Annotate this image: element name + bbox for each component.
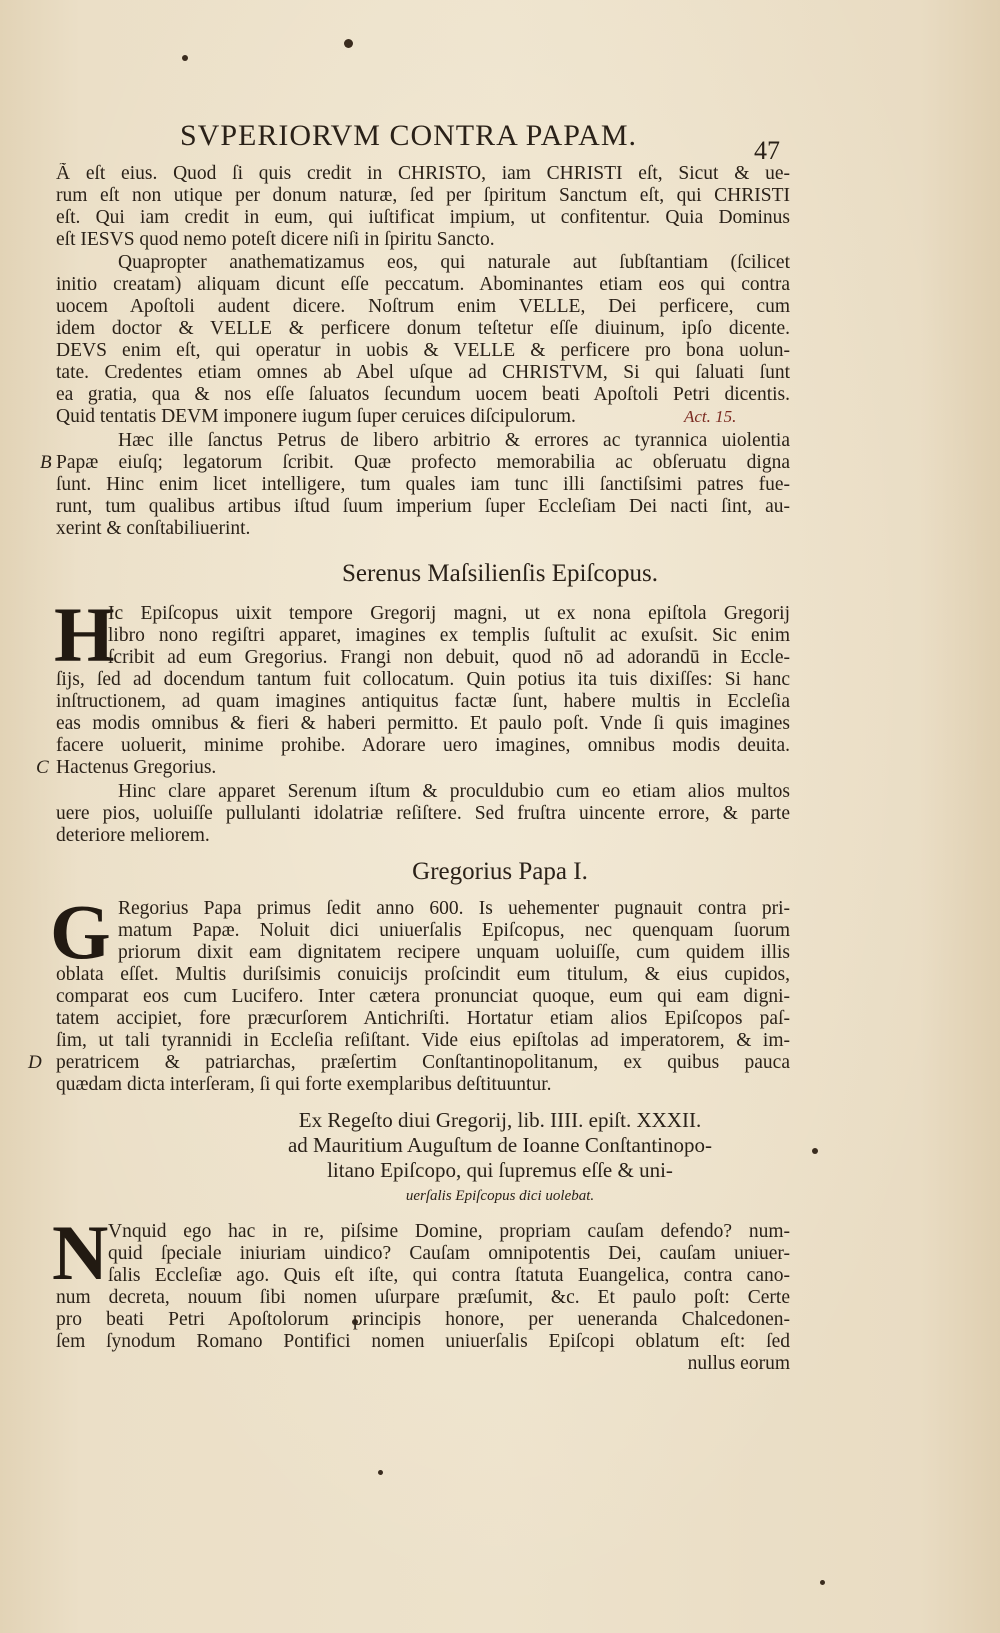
margin-letter-c: C [36, 757, 49, 778]
text-line: Ic Epiſcopus uixit tempore Gregorij magni, ut ex nona epiſtola Gregorij [108, 603, 790, 624]
text-line: ſim, ut tali tyrannidi in Eccleſia reſiſtant. Vide eius epiſtolas ad imperatorem, & im- [56, 1030, 790, 1051]
text-line: pro beati Petri Apoſtolorum principis honore, per ueneranda Chalcedonen- [56, 1309, 790, 1330]
text-line: ſalis Eccleſiæ ago. Quis eſt iſte, qui contra ſtatuta Euangelica, contra cano- [108, 1265, 790, 1286]
text-line: inſtructionem, ad quam imagines antiquitus factæ ſunt, habere multis in Eccleſia [56, 691, 790, 712]
text-line: Hinc clare apparet Serenum iſtum & proculdubio cum eo etiam alios multos [118, 781, 790, 802]
text-line: ſijs, ſed ad docendum tantum fuit collocatum. Quin potius ita tuis dixiſſes: Si hanc [56, 669, 790, 690]
text-line: xerint & conſtabiliuerint. [56, 518, 251, 539]
text-line: Hactenus Gregorius. [56, 757, 217, 778]
letter-heading: ad Mauritium Auguſtum de Ioanne Conſtantinopo- [287, 1133, 713, 1157]
text-line: tatem accipiet, fore præcurſorem Antichriſti. Hortatur etiam alios Epiſcopos paſ- [56, 1008, 790, 1029]
text-line: num decreta, nouum ſibi nomen uſurpare præſumit, &c. Et paulo poſt: Certe [56, 1287, 790, 1308]
page-number: 47 [754, 136, 780, 165]
drop-cap: G [50, 888, 111, 975]
margin-letter-b: B [40, 452, 52, 473]
text-line: libro nono regiſtri apparet, imagines ex templis ſuſtulit ac exuſsit. Sic enim [108, 625, 790, 646]
text-line: ſem ſynodum Romano Pontifici nomen uniuerſalis Epiſcopi oblatum eſt: ſed [56, 1331, 790, 1352]
text-line: Ã eſt eius. Quod ſi quis credit in CHRISTO, iam CHRISTI eſt, Sicut & ue- [56, 163, 790, 184]
ink-spot [378, 1470, 383, 1475]
text-line: Vnquid ego hac in re, piſsime Domine, propriam cauſam defendo? num- [108, 1221, 790, 1242]
text-line: ſcribit ad eum Gregorius. Frangi non debuit, quod nō ad adorandū in Eccle- [108, 647, 790, 668]
section-heading: Gregorius Papa I. [412, 858, 588, 885]
text-line: comparat eos cum Lucifero. Inter cætera pronunciat quoque, eum qui eam digni- [56, 986, 790, 1007]
drop-cap: H [54, 591, 115, 678]
text-line: uocem Apoſtoli audent dicere. Noſtrum enim VELLE, Dei perficere, cum [56, 296, 790, 317]
text-line: Papæ eiuſq; legatorum ſcribit. Quæ profecto memorabilia ac obſeruatu digna [56, 452, 790, 473]
text-line: deteriore meliorem. [56, 825, 210, 846]
text-line: priorum dixit eam dignitatem recipere unquam uoluiſſe, cum quidem illis [118, 942, 790, 963]
text-line: tate. Credentes etiam omnes ab Abel uſque ad CHRISTVM, Si qui ſaluati ſunt [56, 362, 790, 383]
letter-heading: Ex Regeſto diui Gregorij, lib. IIII. epiſt. XXXII. [298, 1108, 702, 1132]
text-line: oblata eſſet. Multis duriſsimis conuicijs proſcindit eum titulum, & eius cupidos, [56, 964, 790, 985]
text-line: uere pios, uoluiſſe pullulanti idolatriæ reſiſtere. Sed fruſtra uincente errore, & parte [56, 803, 790, 824]
text-line: ea gratia, qua & nos eſſe ſaluatos ſecundum uocem beati Apoſtoli Petri dicentis. [56, 384, 790, 405]
text-line: quid ſpeciale iniuriam uindico? Cauſam omnipotentis Dei, cauſam uniuer- [108, 1243, 790, 1264]
letter-heading: litano Epiſcopo, qui ſupremus eſſe & uni- [327, 1158, 673, 1182]
section-heading: Serenus Maſsilienſis Epiſcopus. [342, 560, 658, 587]
ink-spot [820, 1580, 825, 1585]
letter-heading: uerſalis Epiſcopus dici uolebat. [405, 1188, 595, 1204]
text-line: initio creatam) aliquam dicunt eſſe peccatum. Abominantes etiam eos qui contra [56, 274, 790, 295]
text-line: Hæc ille ſanctus Petrus de libero arbitrio & errores ac tyrannica uiolentia [118, 430, 790, 451]
text-line: matum Papæ. Noluit dici uniuerſalis Epiſcopus, nec quenquam ſuorum [118, 920, 790, 941]
text-line: Quid tentatis DEVM imponere iugum ſuper ceruices diſcipulorum. [56, 406, 576, 427]
ink-spot [344, 39, 353, 48]
ink-spot [182, 55, 188, 61]
text-line: eſt IESVS quod nemo poteſt dicere niſi in ſpiritu Sancto. [56, 229, 495, 250]
text-line: runt, tum qualibus artibus iſtud ſuum imperium ſuper Eccleſiam Dei nacti ſint, au- [56, 496, 790, 517]
text-line: eas modis omnibus & fieri & haberi permitto. Et paulo poſt. Vnde ſi quis imagines [56, 713, 790, 734]
text-line: peratricem & patriarchas, præſertim Conſtantinopolitanum, ex quibus pauca [56, 1052, 790, 1073]
text-line: Regorius Papa primus ſedit anno 600. Is uehementer pugnauit contra pri- [118, 898, 790, 919]
text-line: quædam dicta interſeram, ſi qui forte exemplaribus deſtituuntur. [56, 1074, 552, 1095]
text-line: Quapropter anathematizamus eos, qui naturale aut ſubſtantiam (ſcilicet [118, 252, 790, 273]
text-line: facere uoluerit, minime prohibe. Adorare uero imagines, omnibus modis deuita. [56, 735, 790, 756]
text-line: rum eſt non utique per donum naturæ, ſed per ſpiritum Sanctum eſt, qui CHRISTI [56, 185, 790, 206]
margin-letter-d: D [28, 1052, 42, 1073]
catchword: nullus eorum [687, 1353, 790, 1374]
text-line: DEVS enim eſt, qui operatur in uobis & VELLE & perficere pro bona uolun- [56, 340, 790, 361]
text-line: ſunt. Hinc enim licet intelligere, tum quales iam tunc illi ſanctiſsimi patres fue- [56, 474, 790, 495]
handwritten-annotation: Act. 15. [684, 407, 737, 426]
running-title: SVPERIORVM CONTRA PAPAM. [180, 119, 638, 152]
drop-cap: N [52, 1209, 109, 1296]
text-line: idem doctor & VELLE & perficere donum teſtetur eſſe diuinum, ipſo dicente. [56, 318, 790, 339]
text-line: eſt. Qui iam credit in eum, qui iuſtificat impium, ut confitentur. Quia Dominus [56, 207, 790, 228]
